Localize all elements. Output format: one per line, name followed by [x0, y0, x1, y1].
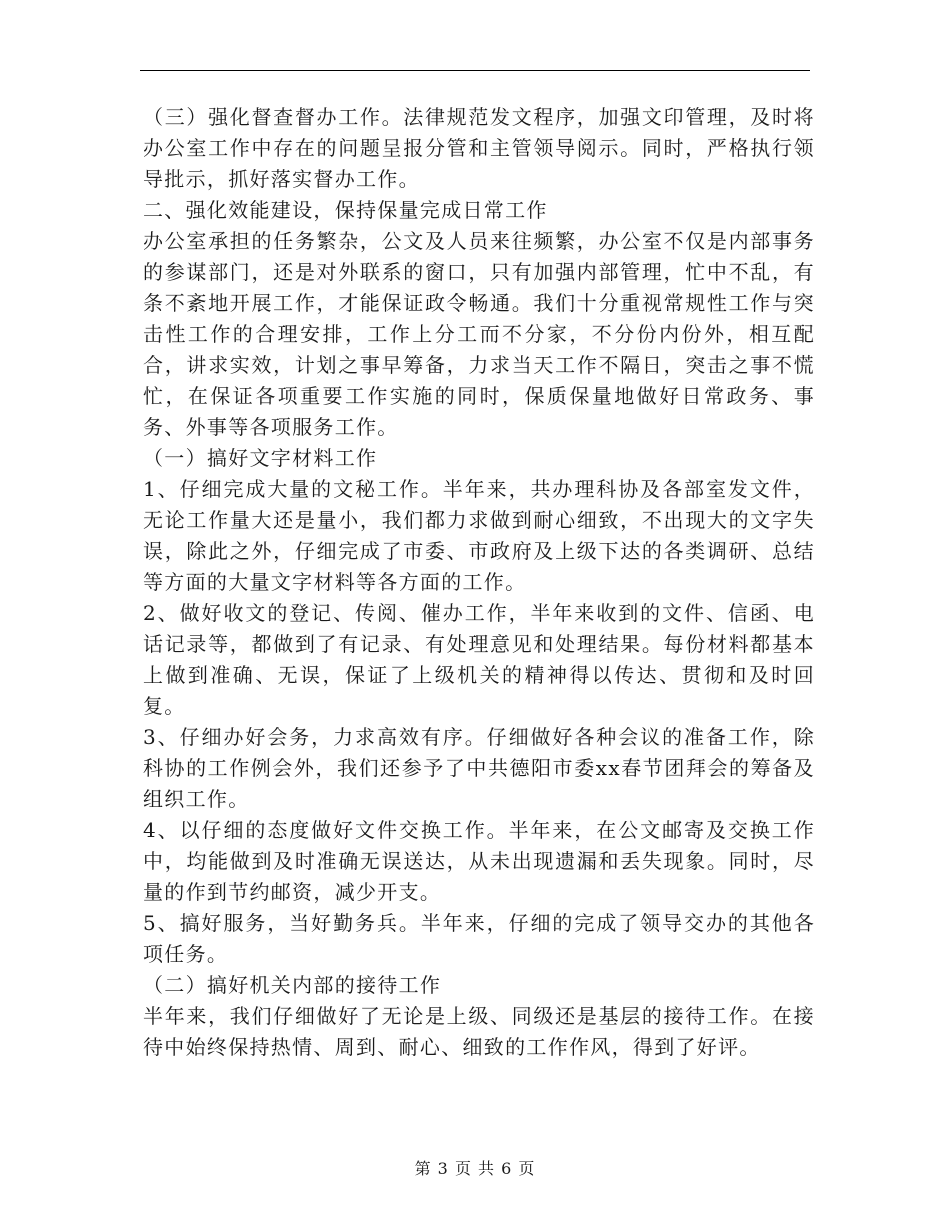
paragraph-supervision: （三）强化督查督办工作。法律规范发文程序，加强文印管理，及时将办公室工作中存在的问题呈报分管和主管领导阅示。同时，严格执行领导批示，抓好落实督办工作。 [143, 105, 815, 191]
paragraph-item-2: 2、做好收文的登记、传阅、催办工作，半年来收到的文件、信函、电话记录等，都做到了有记录、有处理意见和处理结果。每份材料都基本上做到准确、无误，保证了上级机关的精神得以传达、贯彻和及时回复。 [143, 601, 815, 718]
section-heading-efficiency: 二、强化效能建设，保持保量完成日常工作 [143, 198, 548, 222]
paragraph-office-duties: 办公室承担的任务繁杂，公文及人员来往频繁，办公室不仅是内部事务的参谋部门，还是对外联系的窗口，只有加强内部管理，忙中不乱，有条不紊地开展工作，才能保证政令畅通。我们十分重视常规性工作与突击性工作的合理安排，工作上分工而不分家，不分份内份外，相互配合，讲求实效，计划之事早筹备，力求当天工作不隔日，突击之事不慌忙，在保证各项重要工作实施的同时，保质保量地做好日常政务、事务、外事等各项服务工作。 [143, 229, 815, 439]
paragraph-item-1: 1、仔细完成大量的文秘工作。半年来，共办理科协及各部室发文件，无论工作量大还是量小，我们都力求做到耐心细致，不出现大的文字失误，除此之外，仔细完成了市委、市政府及上级下达的各类调研、总结等方面的大量文字材料等各方面的工作。 [143, 477, 815, 594]
document-body [143, 102, 815, 1063]
paragraph-reception: 半年来，我们仔细做好了无论是上级、同级还是基层的接待工作。在接待中始终保持热情、周到、耐心、细致的工作作风，得到了好评。 [143, 1004, 815, 1059]
subheading-reception: （二）搞好机关内部的接待工作 [143, 973, 442, 997]
page-number: 第 3 页 共 6 页 [414, 1159, 536, 1178]
subheading-written-materials: （一）搞好文字材料工作 [143, 446, 378, 470]
header-rule [140, 70, 810, 71]
paragraph-item-4: 4、以仔细的态度做好文件交换工作。半年来，在公文邮寄及交换工作中，均能做到及时准确无误送达，从未出现遗漏和丢失现象。同时，尽量的作到节约邮资，减少开支。 [143, 818, 815, 904]
paragraph-item-5: 5、搞好服务，当好勤务兵。半年来，仔细的完成了领导交办的其他各项任务。 [143, 911, 815, 966]
paragraph-item-3: 3、仔细办好会务，力求高效有序。仔细做好各种会议的准备工作，除科协的工作例会外，我们还参予了中共德阳市委xx春节团拜会的筹备及组织工作。 [143, 725, 815, 811]
